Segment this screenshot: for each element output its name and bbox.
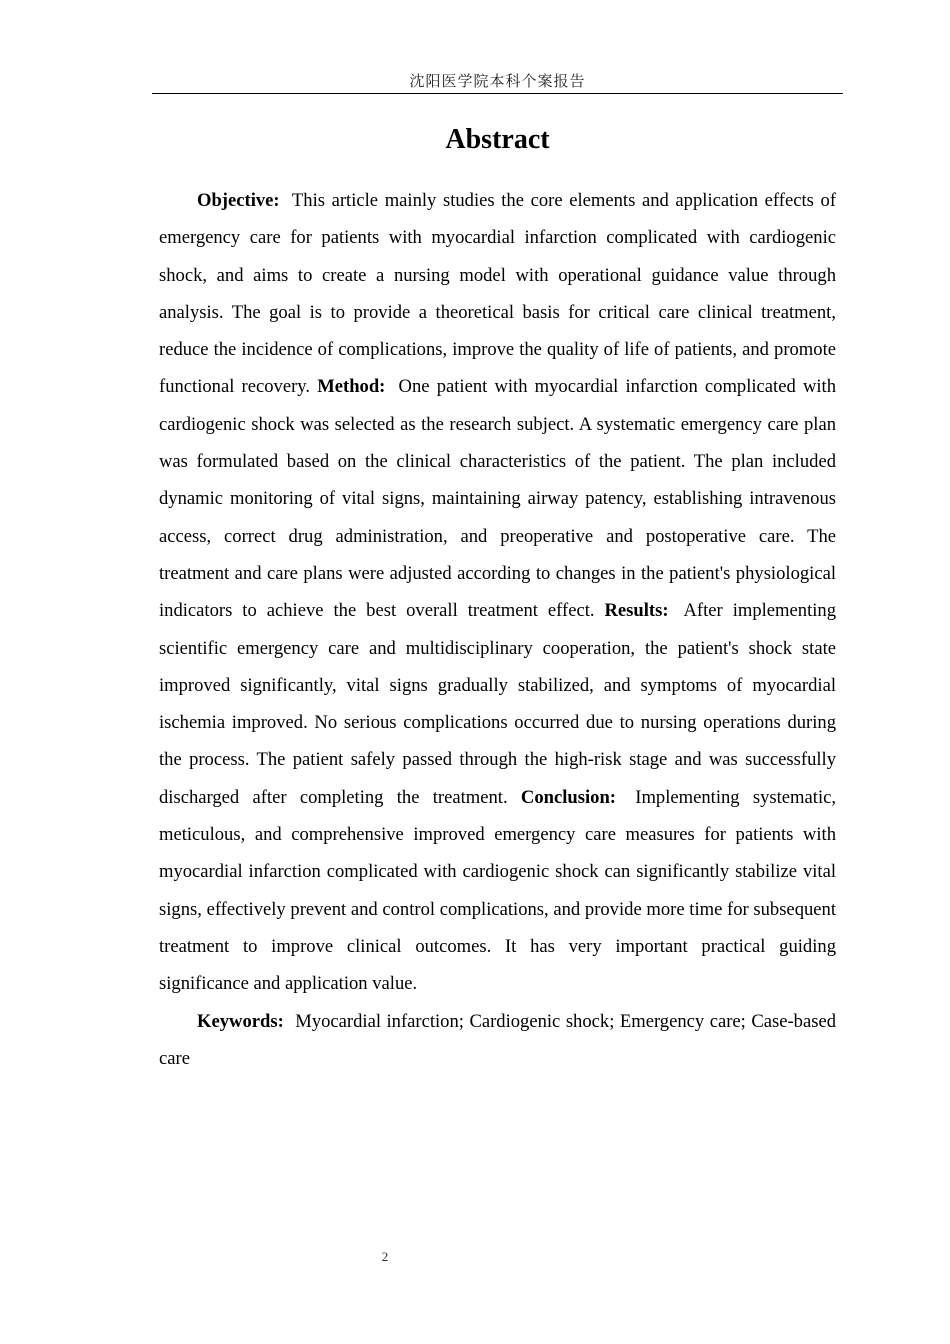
results-text: After implementing scientific emergency care and multidisciplinary cooperation, the patient's shock state improved significantly, vital signs gradually stabilized, and symptoms of myocardial ischemia improved. No serious complications occurred due to nursing operations during the process. The patient safely passed through the high-risk stage and was successfully discharged after completing the treatment.	[159, 600, 836, 808]
abstract-body	[159, 182, 836, 1077]
results-label: Results:	[604, 600, 669, 622]
conclusion-text: Implementing systematic, meticulous, and comprehensive improved emergency care measures for patients with myocardial infarction complicated with cardiogenic shock can significantly stabilize vital signs, effectively prevent and control complications, and provide more time for subsequent treatment to improve clinical outcomes. It has very important practical guiding significance and application value.	[159, 786, 837, 995]
running-header: 沈阳医学院本科个案报告	[409, 72, 586, 90]
method-text: One patient with myocardial infarction complicated with cardiogenic shock was selected as the research subject. A systematic emergency care plan was formulated based on the clinical characteristics of the patient. The plan included dynamic monitoring of vital signs, maintaining airway patency, establishing intravenous access, correct drug administration, and preoperative and postoperative care. The treatment and care plans were adjusted according to changes in the patient's physiological indicators to achieve the best overall treatment effect.	[159, 376, 836, 622]
objective-label: Objective:	[197, 190, 280, 211]
header-rule	[152, 93, 843, 94]
method-label: Method:	[317, 376, 386, 398]
objective-text: This article mainly studies the core elements and application effects of emergency care for patients with myocardial infarction complicated with cardiogenic shock, and aims to create a nursing model with operational guidance value through analysis. The goal is to provide a theoretical basis for critical care clinical treatment, reduce the incidence of complications, improve the quality of life of patients, and promote functional recovery.	[159, 190, 837, 398]
keywords-paragraph	[159, 1003, 836, 1078]
conclusion-label: Conclusion:	[520, 786, 616, 808]
page-number: 2	[381, 1249, 389, 1264]
keywords-text: Myocardial infarction; Cardiogenic shock; Emergency care; Case-based care	[159, 1010, 836, 1069]
abstract-paragraph	[159, 182, 836, 1003]
page-title: Abstract	[445, 124, 550, 155]
keywords-label: Keywords:	[197, 1010, 284, 1032]
